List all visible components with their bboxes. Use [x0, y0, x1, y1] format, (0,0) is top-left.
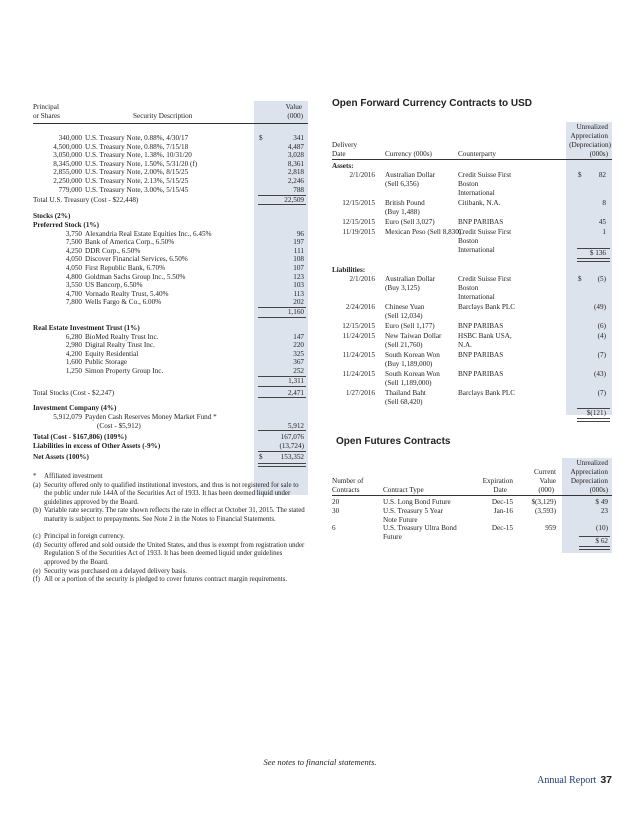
double-rule: [258, 463, 306, 467]
shares-cell: 2,855,000: [53, 168, 82, 177]
dollar-sign: $: [259, 134, 263, 142]
footnote: [33, 542, 308, 568]
total-stocks-value: 2,471: [287, 388, 304, 397]
contract-type: Note Future: [383, 516, 418, 524]
currency-cell: (Sell 68,420): [385, 398, 423, 406]
footnote-text: All or a portion of the security is pledged to cover futures contract margin requirements.: [44, 576, 288, 584]
subtotal-rule: [258, 317, 306, 318]
security-description: Wells Fargo & Co., 6.00%: [85, 298, 162, 307]
footnote: [33, 533, 308, 542]
expiration-date: Jan-16: [493, 507, 513, 515]
liabilities-value: (13,724): [279, 441, 304, 450]
contracts-count: 6: [332, 524, 336, 532]
value-cell: (7): [597, 351, 606, 359]
value-cell: 252: [293, 367, 304, 375]
security-description: DDR Corp., 6.50%: [85, 246, 141, 255]
report-name: Annual Report: [537, 775, 597, 786]
preferred-subtotal: 1,160: [287, 308, 304, 317]
unrealized-value: (10): [596, 524, 608, 532]
header-value: Value: [285, 103, 302, 111]
header-value-unit: (000): [538, 486, 554, 494]
value-cell: (6): [597, 322, 606, 330]
footnote: [33, 568, 308, 577]
counterparty-cell: Boston: [458, 237, 479, 245]
security-description: U.S. Treasury Note, 2.00%, 8/15/25: [85, 168, 189, 177]
left-table-header: [33, 103, 308, 123]
shares-cell: 779,000: [58, 185, 82, 194]
dollar-sign: $: [578, 171, 582, 179]
shares-cell: 4,200: [65, 349, 82, 358]
currency-cell: Australian Dollar: [385, 171, 436, 179]
header-value: Value: [539, 477, 556, 485]
delivery-date: 12/15/2015: [342, 199, 375, 207]
value-cell: 4,487: [287, 142, 304, 151]
value-cell: 108: [293, 255, 304, 264]
value-cell: 202: [293, 298, 304, 307]
header-rule: [33, 123, 308, 124]
counterparty-cell: Citibank, N.A.: [458, 199, 501, 207]
value-cell: 1: [602, 228, 606, 236]
shares-cell: 4,500,000: [53, 142, 82, 151]
value-cell: 5,912: [287, 421, 304, 430]
value-cell: 3,028: [287, 151, 304, 160]
security-description: U.S. Treasury Note, 2.13%, 5/15/25: [85, 177, 189, 185]
counterparty-cell: BNP PARIBAS: [458, 351, 504, 359]
futures-total: $ 62: [595, 537, 608, 545]
value-cell: (49): [594, 303, 606, 311]
assets-label: Assets:: [332, 162, 354, 170]
counterparty-cell: Credit Suisse First: [458, 171, 512, 179]
security-description: BioMed Realty Trust Inc.: [85, 332, 159, 341]
investment-company-label: Investment Company (4%): [33, 404, 117, 413]
security-description: Vornado Realty Trust, 5.40%: [85, 289, 169, 298]
counterparty-cell: BNP PARIBAS: [458, 218, 504, 226]
footnote: [33, 473, 308, 482]
counterparty-cell: Credit Suisse First: [458, 275, 512, 283]
subtotal-rule: [258, 451, 306, 452]
total-stocks-label: Total Stocks (Cost - $2,247): [33, 388, 115, 397]
futures-title: Open Futures Contracts: [336, 436, 451, 447]
counterparty-cell: International: [458, 246, 495, 254]
footnote-key: (e): [33, 567, 41, 575]
value-cell: 123: [293, 272, 304, 281]
delivery-date: 1/27/2016: [345, 389, 375, 397]
footnote-text: Security offered and sold outside the United States, and thus is exempt from registration under Regulation S of the Securities Act of 1933. It has been deemed liquid under guidelines approved by the Board.: [44, 541, 305, 566]
page-number: 37: [600, 774, 612, 786]
shares-cell: 5,912,079: [53, 412, 82, 421]
header-number: Number of: [332, 477, 364, 485]
contract-type: U.S. Treasury Ultra Bond: [383, 524, 457, 532]
currency-cell: British Pound: [385, 199, 425, 207]
header-expiration: Expiration: [482, 477, 513, 485]
total-rule: [258, 430, 306, 431]
security-description: U.S. Treasury Note, 0.88%, 7/15/18: [85, 142, 189, 151]
value-cell: 367: [293, 358, 304, 367]
currency-cell: New Taiwan Dollar: [385, 332, 442, 340]
value-cell: 788: [293, 185, 304, 194]
shares-cell: 4,050: [65, 255, 82, 264]
shares-cell: 7,500: [65, 238, 82, 247]
security-description: Simon Property Group Inc.: [85, 367, 164, 375]
delivery-date: 11/24/2015: [342, 351, 375, 359]
current-value: $(3,129): [531, 498, 556, 506]
liabilities-label: Liabilities in excess of Other Assets (-9%): [33, 441, 161, 450]
shares-cell: 2,980: [65, 341, 82, 350]
subtotal-rule: [258, 386, 306, 387]
header-appreciation: Appreciation: [570, 468, 608, 476]
contract-type: U.S. Treasury 5 Year: [383, 507, 443, 515]
footnote-text: Security offered only to qualified institutional investors, and thus is not registered for sale to the public under rule 144A of the Securities Act of 1933. It has been deemed liquid under guidelines approved by the Board.: [44, 481, 299, 506]
shares-cell: 3,750: [65, 229, 82, 238]
total-rule: [258, 204, 306, 205]
footnote: [33, 482, 308, 508]
preferred-label: Preferred Stock (1%): [33, 220, 99, 229]
footnote-key: (a): [33, 481, 41, 489]
value-cell: 147: [293, 332, 304, 341]
see-notes: See notes to financial statements.: [263, 757, 377, 767]
counterparty-cell: N.A.: [458, 341, 472, 349]
value-cell: 325: [293, 349, 304, 358]
unrealized-value: 23: [600, 507, 608, 515]
header-date: Date: [332, 150, 346, 158]
currency-cell: Mexican Peso (Sell 8,830): [385, 228, 462, 236]
stocks-label: Stocks (2%): [33, 212, 71, 221]
shares-cell: 4,050: [65, 263, 82, 272]
contracts-count: 30: [332, 507, 340, 515]
footnote-key: (d): [33, 541, 42, 549]
value-cell: (43): [594, 370, 606, 378]
footnote-key: (f): [33, 576, 40, 584]
liabilities-total: $(121): [586, 409, 606, 417]
shares-cell: 4,250: [65, 246, 82, 255]
security-description: US Bancorp, 6.50%: [85, 281, 143, 290]
value-cell: 8,361: [287, 159, 304, 168]
header-contract-type: Contract Type: [383, 486, 424, 494]
currency-cell: Euro (Sell 1,177): [385, 322, 435, 330]
counterparty-cell: BNP PARIBAS: [458, 370, 504, 378]
shares-cell: 4,700: [65, 289, 82, 298]
shares-cell: 1,250: [65, 367, 82, 375]
header-unrealized: Unrealized: [576, 123, 608, 131]
currency-cell: South Korean Won: [385, 351, 440, 359]
reit-label: Real Estate Investment Trust (1%): [33, 324, 140, 332]
footnote-key: *: [33, 472, 37, 480]
page-footer: [537, 774, 612, 787]
footnote-text: Security was purchased on a delayed delivery basis.: [44, 567, 188, 575]
header-contracts: Contracts: [332, 486, 360, 494]
counterparty-cell: Boston: [458, 284, 479, 292]
header-current: Current: [534, 468, 556, 476]
security-description: Goldman Sachs Group Inc., 5.50%: [85, 272, 186, 281]
futures-header-rule: [332, 495, 612, 496]
currency-cell: (Sell 12,034): [385, 312, 423, 320]
value-cell: 111: [293, 246, 304, 255]
shares-cell: 2,250,000: [53, 177, 82, 185]
current-value: (3,593): [535, 507, 556, 515]
assets-total: $ 136: [589, 249, 606, 257]
shares-cell: 340,000: [58, 134, 82, 142]
delivery-date: 11/19/2015: [342, 228, 375, 236]
value-cell: 2,246: [287, 177, 304, 185]
header-delivery: Delivery: [332, 141, 358, 149]
net-assets-label: Net Assets (100%): [33, 453, 89, 462]
value-cell: 341: [293, 134, 304, 142]
double-rule: [577, 258, 610, 262]
currency-cell: (Buy 3,125): [385, 284, 420, 292]
currency-cell: South Korean Won: [385, 370, 440, 378]
value-cell: (4): [597, 332, 606, 340]
total-rule: [258, 397, 306, 398]
footnote-key: (c): [33, 533, 41, 541]
double-rule: [579, 546, 610, 550]
header-unrealized: Unrealized: [576, 459, 608, 467]
delivery-date: 11/24/2015: [342, 370, 375, 378]
liabilities-label: Liabilities:: [332, 266, 366, 274]
total-treasury-value: 22,509: [284, 195, 304, 204]
value-cell: 82: [598, 171, 606, 179]
footnote-text: Variable rate security. The rate shown reflects the rate in effect at October 31, 2015. The stated maturity is subject to prepayments. See Note 2 in the Notes to Financial Statements.: [44, 507, 305, 523]
security-description: U.S. Treasury Note, 0.88%, 4/30/17: [85, 134, 189, 142]
security-description: Alexandria Real Estate Equities Inc., 6.45%: [85, 229, 212, 238]
counterparty-cell: Credit Suisse First: [458, 228, 512, 236]
counterparty-cell: International: [458, 189, 495, 197]
counterparty-cell: International: [458, 293, 495, 301]
currency-cell: (Sell 6,356): [385, 180, 419, 188]
header-date: Date: [493, 486, 507, 494]
delivery-date: 2/24/2016: [345, 303, 375, 311]
counterparty-cell: Barclays Bank PLC: [458, 303, 516, 311]
footnote-key: (b): [33, 507, 42, 515]
net-assets-dollar: $: [259, 453, 263, 462]
value-cell: 113: [293, 289, 304, 298]
delivery-date: 2/1/2016: [349, 171, 375, 179]
reit-subtotal: 1,311: [288, 377, 304, 386]
security-description: Digital Realty Trust Inc.: [85, 341, 155, 350]
contracts-count: 20: [332, 498, 340, 506]
header-shares: or Shares: [33, 112, 60, 120]
security-cost: (Cost - $5,912): [97, 421, 141, 430]
expiration-date: Dec-15: [491, 498, 513, 506]
security-description: Public Storage: [85, 358, 128, 367]
value-cell: (5): [597, 275, 606, 283]
value-cell: (7): [597, 389, 606, 397]
value-cell: 220: [293, 341, 304, 350]
expiration-date: Dec-15: [491, 524, 513, 532]
counterparty-cell: Barclays Bank PLC: [458, 389, 516, 397]
counterparty-cell: Boston: [458, 180, 479, 188]
footnote-text: Principal in foreign currency.: [44, 533, 125, 541]
counterparty-cell: BNP PARIBAS: [458, 322, 504, 330]
footnote: [33, 507, 308, 524]
current-value: 959: [545, 524, 556, 532]
currency-cell: (Sell 21,760): [385, 341, 423, 349]
security-description: Bank of America Corp., 6.50%: [85, 238, 175, 247]
header-appreciation: Appreciation: [570, 132, 608, 140]
shares-cell: 3,550: [65, 281, 82, 290]
delivery-date: 11/24/2015: [342, 332, 375, 340]
header-principal: Principal: [33, 103, 59, 111]
value-cell: 197: [293, 238, 304, 247]
forwards-header-rule: [332, 159, 612, 160]
security-description: U.S. Treasury Note, 1.38%, 10/31/20: [85, 151, 192, 160]
shares-cell: 1,600: [65, 358, 82, 367]
footnote-text: Affiliated investment: [44, 472, 103, 480]
unrealized-value: $ 49: [595, 498, 608, 506]
double-rule: [577, 418, 610, 422]
security-description: U.S. Treasury Note, 3.00%, 5/15/45: [85, 185, 189, 194]
header-unit: (000s): [589, 486, 608, 494]
shares-cell: 6,280: [65, 332, 82, 341]
value-cell: 45: [598, 218, 606, 226]
counterparty-cell: HSBC Bank USA,: [458, 332, 512, 340]
value-cell: 2,818: [287, 168, 304, 177]
security-description: First Republic Bank, 6.70%: [85, 263, 166, 272]
net-assets-value: 153,352: [280, 453, 304, 462]
security-description: Discover Financial Services, 6.50%: [85, 255, 188, 264]
currency-cell: (Buy 1,488): [385, 208, 420, 216]
value-cell: 8: [602, 199, 606, 207]
shares-cell: 7,800: [65, 298, 82, 307]
header-currency: Currency (000s): [385, 150, 432, 158]
footnote: [33, 576, 308, 585]
header-depreciation: Depreciation: [570, 477, 608, 485]
total-treasury-label: Total U.S. Treasury (Cost - $22,448): [33, 195, 139, 204]
header-depreciation: (Depreciation): [569, 141, 611, 149]
total-cost-label: Total (Cost - $167,806) (109%): [33, 433, 127, 442]
value-cell: 96: [296, 229, 304, 238]
currency-cell: Thailand Baht: [385, 389, 426, 397]
shares-cell: 8,345,000: [53, 159, 82, 168]
value-cell: 103: [293, 281, 304, 290]
currency-cell: (Buy 1,189,000): [385, 360, 433, 368]
delivery-date: 12/15/2015: [342, 218, 375, 226]
shares-cell: 3,050,000: [53, 151, 82, 160]
total-cost-value: 167,076: [280, 433, 304, 442]
forwards-title: Open Forward Currency Contracts to USD: [332, 98, 533, 109]
currency-cell: Australian Dollar: [385, 275, 436, 283]
shares-cell: 4,800: [65, 272, 82, 281]
header-counterparty: Counterparty: [458, 150, 496, 158]
security-description: Payden Cash Reserves Money Market Fund *: [85, 412, 217, 421]
security-description: Equity Residential: [85, 349, 139, 358]
contract-type: U.S. Long Bond Future: [383, 498, 451, 506]
currency-cell: Euro (Sell 3,027): [385, 218, 435, 226]
delivery-date: 12/15/2015: [342, 322, 375, 330]
dollar-sign: $: [578, 275, 582, 283]
header-value-unit: (000): [287, 112, 303, 120]
currency-cell: (Sell 1,189,000): [385, 379, 432, 387]
currency-cell: Chinese Yuan: [385, 303, 425, 311]
delivery-date: 2/1/2016: [349, 275, 375, 283]
value-cell: 107: [293, 263, 304, 272]
security-description: U.S. Treasury Note, 1.50%, 5/31/20 (f): [85, 159, 198, 168]
header-security-description: Security Description: [133, 112, 193, 120]
contract-type: Future: [383, 533, 402, 541]
header-unit: (000s): [589, 150, 608, 158]
